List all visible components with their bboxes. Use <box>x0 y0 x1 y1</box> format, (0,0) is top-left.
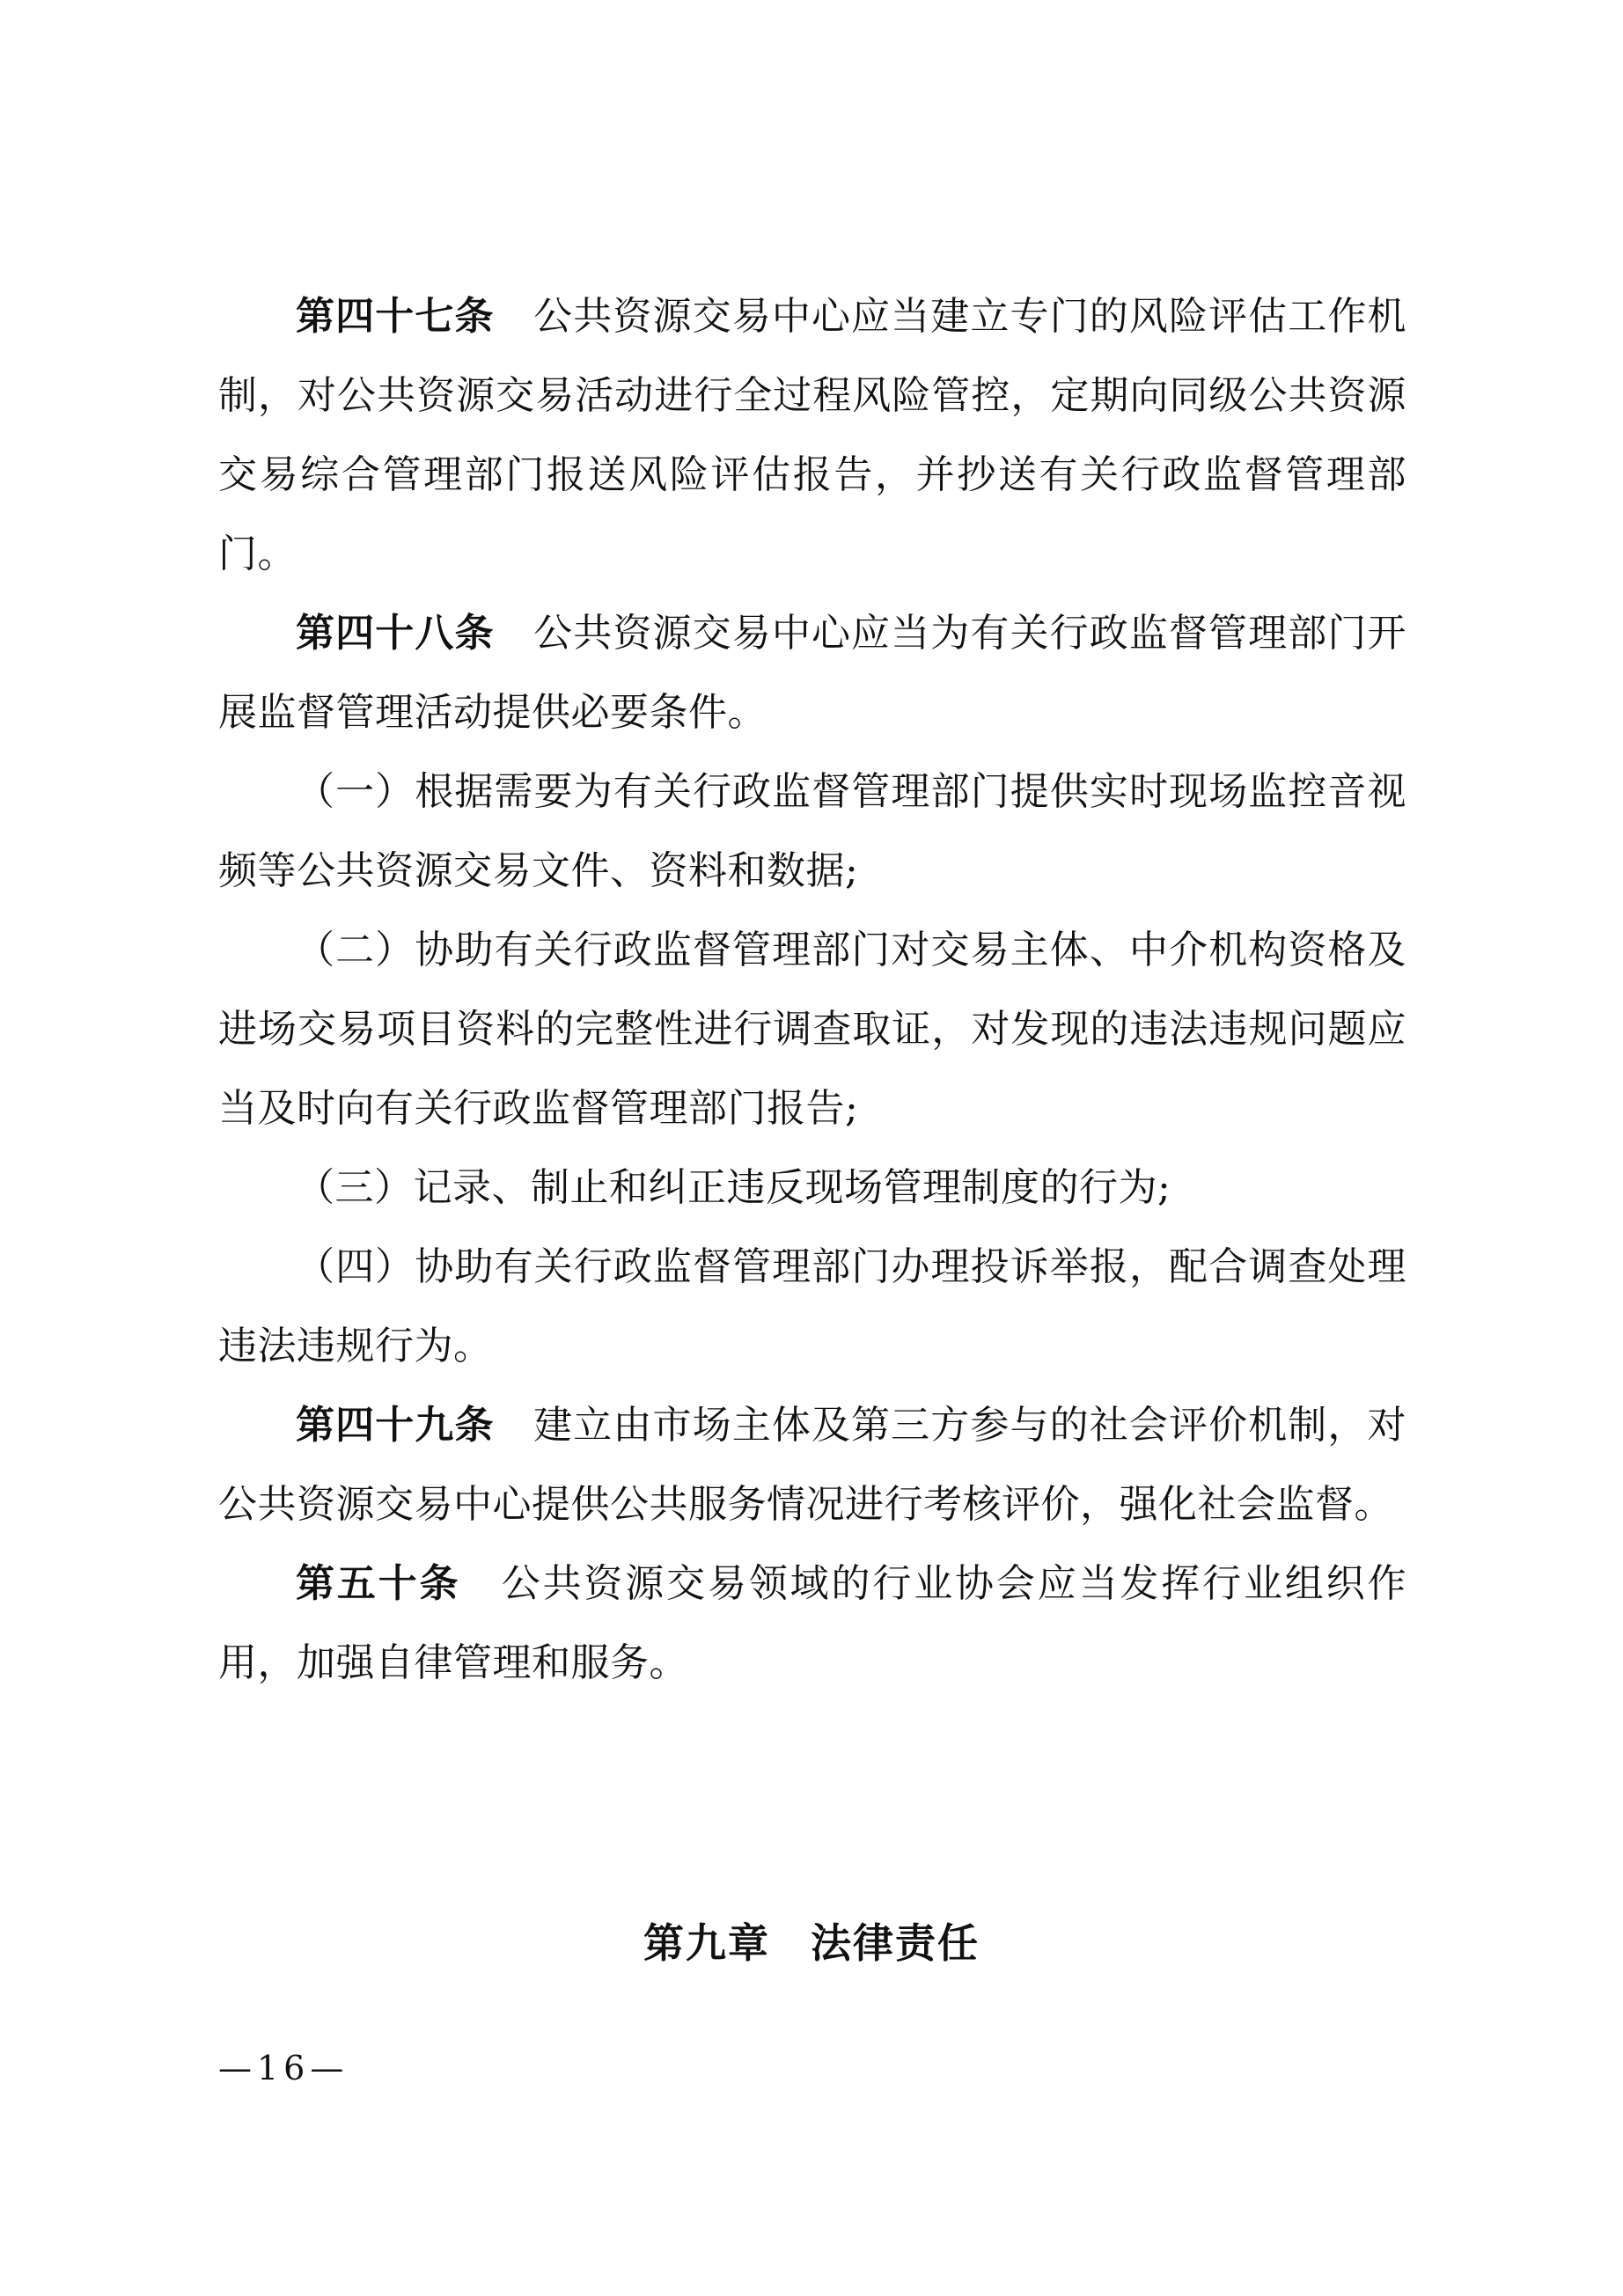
article-text: 公共资源交易中心应当建立专门的风险评估工作机制，对公共资源交易活动进行全过程风险管控，定期向同级公共资源交易综合管理部门报送风险评估报告，并抄送有关行政监督管理部门。 <box>218 294 1407 576</box>
article-50 <box>218 1544 1406 1703</box>
chapter-number: 第九章 <box>643 1919 770 1967</box>
chapter-heading <box>0 1917 1623 1970</box>
clause-item <box>218 752 1406 911</box>
clause-text: （四）协助有关行政监督管理部门办理投诉举报，配合调查处理违法违规行为。 <box>218 1244 1406 1368</box>
clause-text: （二）协助有关行政监督管理部门对交易主体、中介机构资格及进场交易项目资料的完整性进行调查取证，对发现的违法违规问题应当及时向有关行政监督管理部门报告; <box>218 928 1406 1131</box>
clause-item <box>218 1148 1406 1228</box>
page-number: —16— <box>218 2049 349 2087</box>
article-number: 第四十九条 <box>296 1403 495 1448</box>
article-47 <box>218 277 1406 594</box>
article-number: 第四十八条 <box>296 611 495 656</box>
article-49 <box>218 1386 1406 1544</box>
clause-text: （一）根据需要为有关行政监督管理部门提供实时现场监控音视频等公共资源交易文件、资料和数据; <box>218 769 1406 893</box>
clause-item <box>218 1228 1406 1386</box>
article-48 <box>218 594 1406 752</box>
chapter-title: 法律责任 <box>811 1919 980 1967</box>
article-text: 公共资源交易领域的行业协会应当发挥行业组织作用，加强自律管理和服务。 <box>218 1561 1407 1685</box>
article-text: 公共资源交易中心应当为有关行政监督管理部门开展监督管理活动提供必要条件。 <box>218 611 1407 735</box>
article-text: 建立由市场主体及第三方参与的社会评价机制，对公共资源交易中心提供公共服务情况进行考核评价，强化社会监督。 <box>218 1403 1407 1527</box>
article-number: 第四十七条 <box>296 294 495 339</box>
document-body <box>218 277 1406 1703</box>
article-number: 第五十条 <box>296 1561 461 1606</box>
clause-text: （三）记录、制止和纠正违反现场管理制度的行为; <box>296 1165 1171 1210</box>
clause-item <box>218 911 1406 1148</box>
